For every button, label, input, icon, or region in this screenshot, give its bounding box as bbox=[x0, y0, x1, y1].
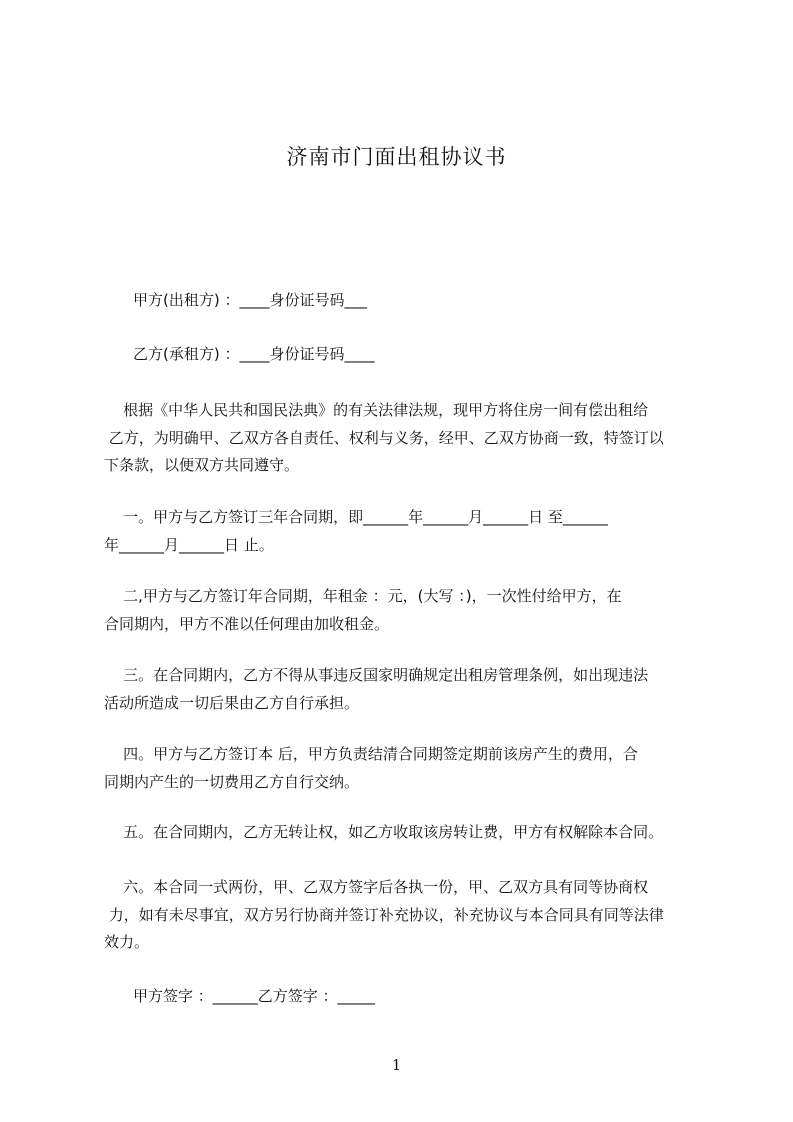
clause-line: 合同期内，甲方不准以任何理由加收租金。 bbox=[104, 614, 390, 633]
preamble-line: 根据《中华人民共和国民法典》的有关法律法规，现甲方将住房一间有偿出租给 bbox=[104, 401, 649, 419]
preamble-paragraph bbox=[104, 397, 704, 480]
preamble-line: 乙方，为明确甲、乙双方各自责任、权利与义务，经甲、乙双方协商一致，特签订以 bbox=[104, 428, 664, 447]
clause-2 bbox=[104, 583, 704, 638]
clause-line: 二,甲方与乙方签订年合同期，年租金 ：元，(大写 ：)，一次性付给甲方，在 bbox=[104, 587, 622, 605]
clause-line: 年______月______日 止。 bbox=[104, 535, 274, 554]
signature-line: 甲方签字 ：______乙方签字 ：_____ bbox=[133, 987, 376, 1005]
clause-line: 效力。 bbox=[104, 933, 150, 951]
preamble-line: 下条款，以便双方共同遵守。 bbox=[104, 456, 300, 474]
clause-line: 活动所造成一切后果由乙方自行承担。 bbox=[104, 693, 360, 712]
clause-1 bbox=[104, 504, 704, 559]
clause-line: 力，如有未尽事宜，双方另行协商并签订补充协议，补充协议与本合同具有同等法律 bbox=[104, 905, 664, 924]
page-number: 1 bbox=[391, 1056, 402, 1074]
clause-line: 同期内产生的一切费用乙方自行交纳。 bbox=[104, 772, 360, 791]
document-title: 济南市门面出租协议书 bbox=[286, 145, 507, 169]
party-b-line: 乙方(承租方) ：____身份证号码____ bbox=[133, 345, 375, 363]
clause-4 bbox=[104, 741, 704, 796]
clause-line: 四。甲方与乙方签订本 后，甲方负责结清合同期签定期前该房产生的费用，合 bbox=[104, 745, 638, 763]
clause-line: 六。本合同一式两份，甲、乙双方签字后各执一份，甲、乙双方具有同等协商权 bbox=[104, 878, 649, 896]
clause-3 bbox=[104, 662, 704, 717]
clause-line: 三。在合同期内，乙方不得从事违反国家明确规定出租房管理条例，如出现违法 bbox=[104, 666, 649, 684]
party-a-line: 甲方(出租方) ：____身份证号码___ bbox=[133, 291, 367, 309]
clause-line: 一。甲方与乙方签订三年合同期，即______年______月______日 至______ bbox=[104, 508, 608, 526]
clause-line: 五。在合同期内，乙方无转让权，如乙方收取该房转让费，甲方有权解除本合同。 bbox=[104, 823, 664, 841]
clause-6 bbox=[104, 874, 704, 957]
clause-5 bbox=[104, 819, 704, 847]
